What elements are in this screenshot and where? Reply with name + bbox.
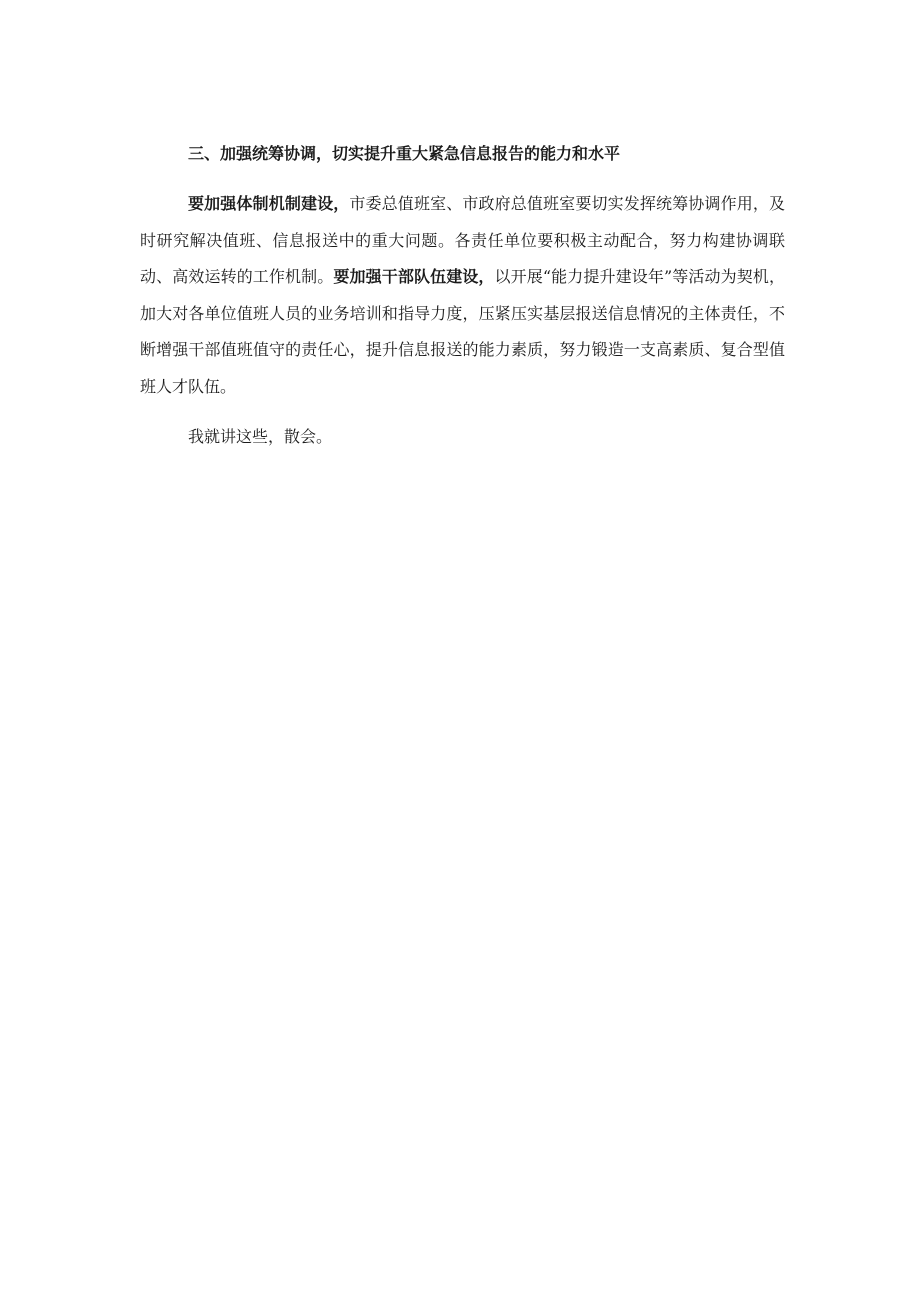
section-heading: 三、加强统筹协调，切实提升重大紧急信息报告的能力和水平 xyxy=(188,144,621,163)
body-paragraph xyxy=(140,186,785,405)
closing-line: 我就讲这些，散会。 xyxy=(188,427,333,446)
document-body xyxy=(140,136,785,455)
paragraph-text-2: 以开展“能力提升建设年”等活动为契机，加大对各单位值班人员的业务培训和指导力度，压紧压实基层报送信息情况的主体责任，不断增强干部值班值守的责任心，提升信息报送的能力素质，努力锻造一支高素质、复合型值班人才队伍。 xyxy=(140,267,785,396)
emphasis-phrase-2: 要加强干部队伍建设， xyxy=(333,267,495,286)
paragraph-text-1: 市委总值班室、市政府总值班室要切实发挥统筹协调作用，及时研究解决值班、信息报送中的重大问题。各责任单位要积极主动配合，努力构建协调联动、高效运转的工作机制。 xyxy=(140,194,785,286)
emphasis-phrase-1: 要加强体制机制建设， xyxy=(188,194,350,213)
